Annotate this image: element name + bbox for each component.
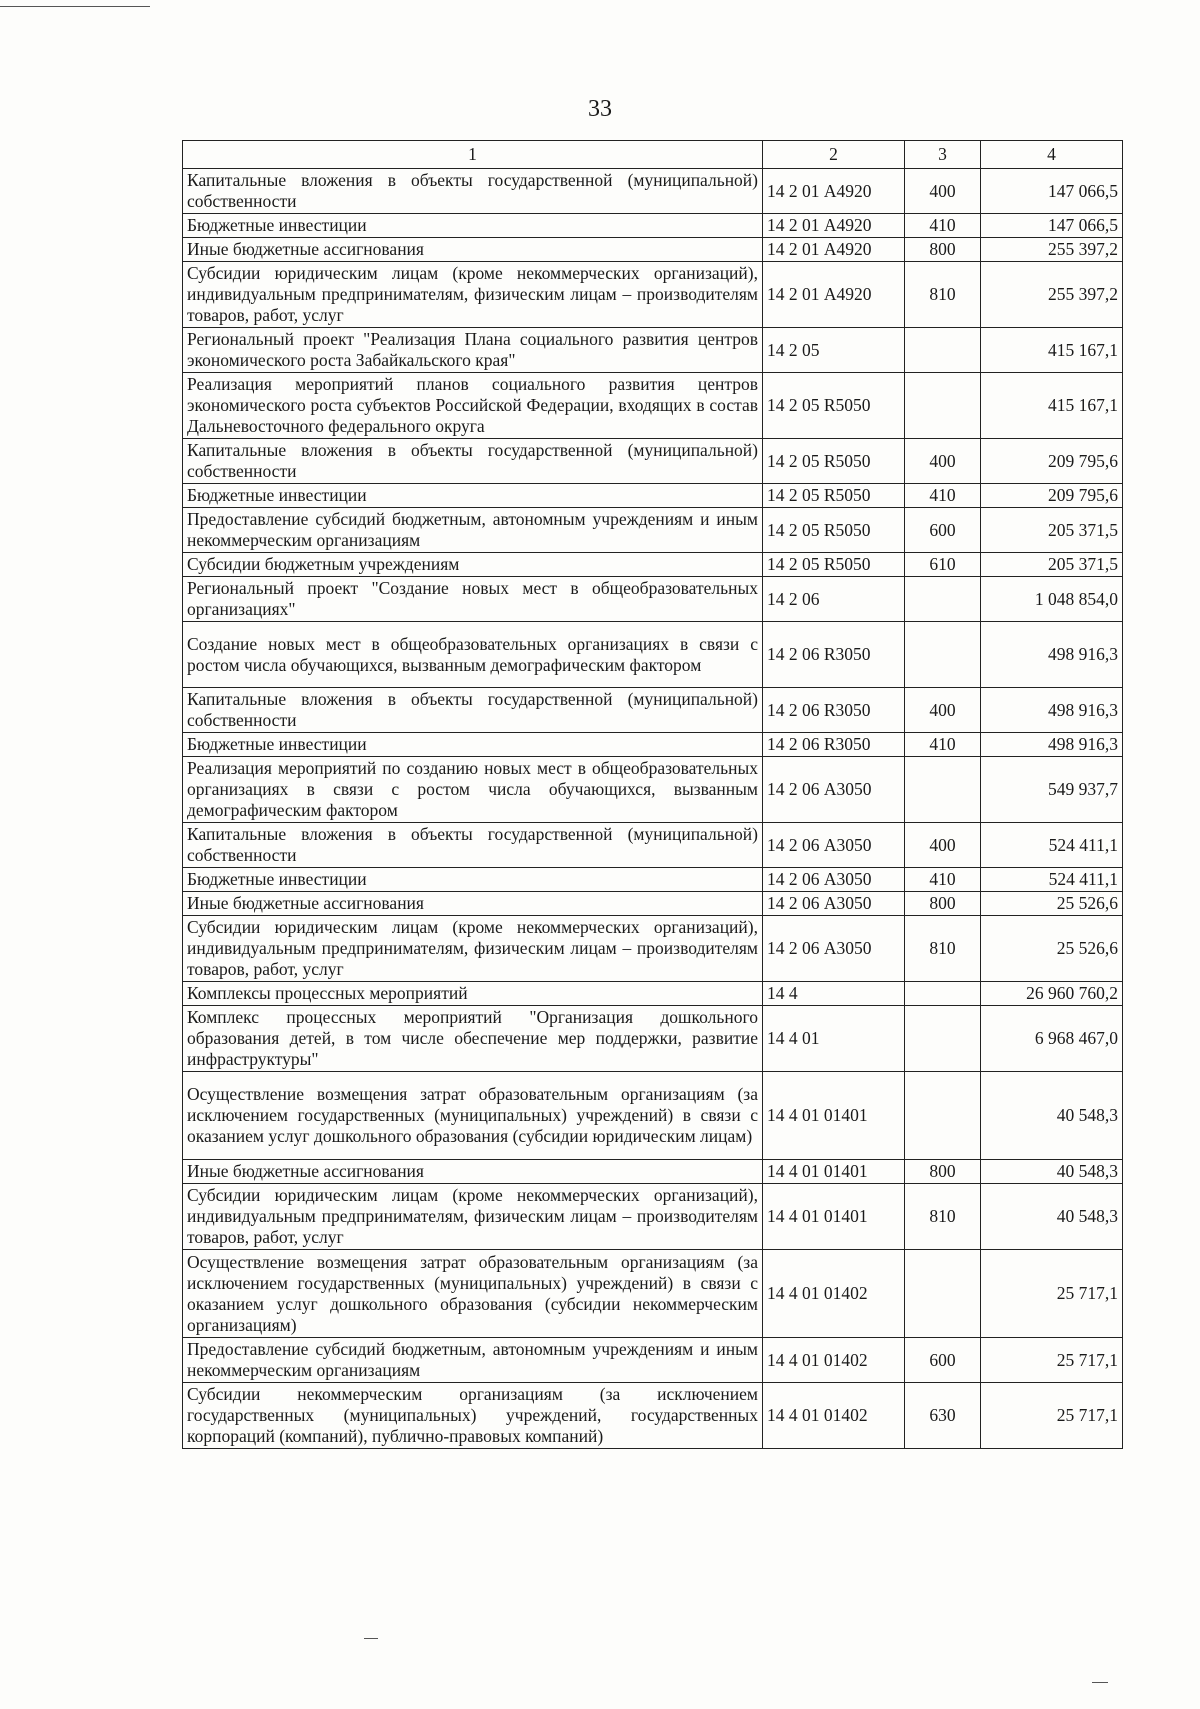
row-name-cell: Бюджетные инвестиции <box>183 868 763 892</box>
row-code-cell: 14 2 05 R5050 <box>763 508 905 553</box>
table-row <box>183 823 1123 868</box>
row-code-cell: 14 2 05 <box>763 328 905 373</box>
row-type-cell: 400 <box>905 439 981 484</box>
row-sum-cell: 209 795,6 <box>981 484 1123 508</box>
row-name-cell: Осуществление возмещения затрат образовательным организациям (за исключением государственных (муниципальных) учреждений) в связи с оказанием услуг дошкольного образования (субсидии юридическим лицам) <box>183 1072 763 1160</box>
row-type-cell: 800 <box>905 238 981 262</box>
row-name-cell: Предоставление субсидий бюджетным, автономным учреждениям и иным некоммерческим организациям <box>183 508 763 553</box>
row-sum-cell: 40 548,3 <box>981 1160 1123 1184</box>
row-type-cell <box>905 328 981 373</box>
row-name-cell: Капитальные вложения в объекты государственной (муниципальной) собственности <box>183 688 763 733</box>
row-code-cell: 14 2 06 <box>763 577 905 622</box>
row-code-cell: 14 4 01 01402 <box>763 1383 905 1449</box>
row-type-cell <box>905 373 981 439</box>
header-col-4: 4 <box>981 141 1123 169</box>
row-type-cell <box>905 1006 981 1072</box>
row-type-cell: 810 <box>905 262 981 328</box>
row-sum-cell: 255 397,2 <box>981 238 1123 262</box>
row-code-cell: 14 2 05 R5050 <box>763 484 905 508</box>
table-row <box>183 1250 1123 1338</box>
row-code-cell: 14 2 06 А3050 <box>763 916 905 982</box>
table-row <box>183 1338 1123 1383</box>
row-sum-cell: 498 916,3 <box>981 688 1123 733</box>
row-name-cell: Региональный проект "Создание новых мест в общеобразовательных организациях" <box>183 577 763 622</box>
row-code-cell: 14 2 05 R5050 <box>763 439 905 484</box>
row-type-cell: 600 <box>905 508 981 553</box>
row-type-cell: 810 <box>905 1184 981 1250</box>
row-code-cell: 14 2 05 R5050 <box>763 553 905 577</box>
row-code-cell: 14 2 05 R5050 <box>763 373 905 439</box>
table-row <box>183 238 1123 262</box>
row-name-cell: Капитальные вложения в объекты государственной (муниципальной) собственности <box>183 439 763 484</box>
row-code-cell: 14 2 01 А4920 <box>763 169 905 214</box>
table-row <box>183 688 1123 733</box>
scan-mark <box>0 6 150 7</box>
row-code-cell: 14 2 06 R3050 <box>763 688 905 733</box>
row-sum-cell: 209 795,6 <box>981 439 1123 484</box>
row-code-cell: 14 4 <box>763 982 905 1006</box>
scan-mark <box>1092 1682 1108 1683</box>
table-row <box>183 892 1123 916</box>
row-name-cell: Бюджетные инвестиции <box>183 214 763 238</box>
table-row <box>183 1072 1123 1160</box>
row-name-cell: Субсидии юридическим лицам (кроме некоммерческих организаций), индивидуальным предпринимателям, физическим лицам – производителям товаров, работ, услуг <box>183 916 763 982</box>
header-col-1: 1 <box>183 141 763 169</box>
row-code-cell: 14 4 01 01401 <box>763 1072 905 1160</box>
row-name-cell: Субсидии юридическим лицам (кроме некоммерческих организаций), индивидуальным предпринимателям, физическим лицам – производителям товаров, работ, услуг <box>183 1184 763 1250</box>
row-name-cell: Субсидии бюджетным учреждениям <box>183 553 763 577</box>
row-name-cell: Бюджетные инвестиции <box>183 733 763 757</box>
row-type-cell <box>905 577 981 622</box>
row-type-cell: 610 <box>905 553 981 577</box>
header-col-3: 3 <box>905 141 981 169</box>
row-code-cell: 14 2 06 R3050 <box>763 733 905 757</box>
row-code-cell: 14 4 01 01402 <box>763 1338 905 1383</box>
table-row <box>183 484 1123 508</box>
table-row <box>183 508 1123 553</box>
row-sum-cell: 25 526,6 <box>981 916 1123 982</box>
row-name-cell: Предоставление субсидий бюджетным, автономным учреждениям и иным некоммерческим организациям <box>183 1338 763 1383</box>
table-row <box>183 373 1123 439</box>
row-name-cell: Субсидии юридическим лицам (кроме некоммерческих организаций), индивидуальным предпринимателям, физическим лицам – производителям товаров, работ, услуг <box>183 262 763 328</box>
row-sum-cell: 147 066,5 <box>981 214 1123 238</box>
row-type-cell: 800 <box>905 892 981 916</box>
row-sum-cell: 524 411,1 <box>981 823 1123 868</box>
page-number: 33 <box>588 96 612 122</box>
row-name-cell: Капитальные вложения в объекты государственной (муниципальной) собственности <box>183 823 763 868</box>
table-row <box>183 1160 1123 1184</box>
row-name-cell: Комплексы процессных мероприятий <box>183 982 763 1006</box>
row-type-cell: 630 <box>905 1383 981 1449</box>
row-type-cell: 400 <box>905 688 981 733</box>
row-name-cell: Создание новых мест в общеобразовательных организациях в связи с ростом числа обучающихся, вызванным демографическим фактором <box>183 622 763 688</box>
row-type-cell: 410 <box>905 214 981 238</box>
row-name-cell: Комплекс процессных мероприятий "Организация дошкольного образования детей, в том числе обеспечение мер поддержки, развитие инфраструктуры" <box>183 1006 763 1072</box>
table-row <box>183 916 1123 982</box>
table-row <box>183 733 1123 757</box>
row-sum-cell: 25 717,1 <box>981 1338 1123 1383</box>
row-name-cell: Региональный проект "Реализация Плана социального развития центров экономического роста Забайкальского края" <box>183 328 763 373</box>
table-row <box>183 982 1123 1006</box>
row-code-cell: 14 2 01 А4920 <box>763 238 905 262</box>
row-type-cell: 410 <box>905 484 981 508</box>
row-sum-cell: 549 937,7 <box>981 757 1123 823</box>
row-code-cell: 14 4 01 01401 <box>763 1160 905 1184</box>
row-sum-cell: 415 167,1 <box>981 373 1123 439</box>
row-code-cell: 14 2 06 А3050 <box>763 823 905 868</box>
header-col-2: 2 <box>763 141 905 169</box>
row-sum-cell: 255 397,2 <box>981 262 1123 328</box>
table-row <box>183 328 1123 373</box>
row-code-cell: 14 2 06 А3050 <box>763 757 905 823</box>
row-type-cell: 600 <box>905 1338 981 1383</box>
row-type-cell <box>905 757 981 823</box>
row-type-cell <box>905 622 981 688</box>
scan-mark <box>364 1638 378 1639</box>
row-type-cell: 810 <box>905 916 981 982</box>
row-sum-cell: 25 717,1 <box>981 1383 1123 1449</box>
row-type-cell <box>905 1072 981 1160</box>
row-code-cell: 14 2 01 А4920 <box>763 214 905 238</box>
row-code-cell: 14 2 06 R3050 <box>763 622 905 688</box>
table-row <box>183 577 1123 622</box>
table-row <box>183 214 1123 238</box>
row-name-cell: Реализация мероприятий планов социального развития центров экономического роста субъектов Российской Федерации, входящих в состав Дальневосточного федерального округа <box>183 373 763 439</box>
row-code-cell: 14 2 06 А3050 <box>763 892 905 916</box>
row-type-cell: 410 <box>905 733 981 757</box>
row-code-cell: 14 2 01 А4920 <box>763 262 905 328</box>
row-code-cell: 14 4 01 01401 <box>763 1184 905 1250</box>
row-name-cell: Осуществление возмещения затрат образовательным организациям (за исключением государственных (муниципальных) учреждений) в связи с оказанием услуг дошкольного образования (субсидии некоммерческим организациям) <box>183 1250 763 1338</box>
row-name-cell: Капитальные вложения в объекты государственной (муниципальной) собственности <box>183 169 763 214</box>
table-row <box>183 262 1123 328</box>
row-name-cell: Иные бюджетные ассигнования <box>183 238 763 262</box>
row-type-cell <box>905 1250 981 1338</box>
row-sum-cell: 415 167,1 <box>981 328 1123 373</box>
row-name-cell: Бюджетные инвестиции <box>183 484 763 508</box>
row-type-cell: 400 <box>905 823 981 868</box>
table-row <box>183 553 1123 577</box>
row-type-cell: 410 <box>905 868 981 892</box>
row-sum-cell: 524 411,1 <box>981 868 1123 892</box>
table-row <box>183 868 1123 892</box>
row-type-cell: 800 <box>905 1160 981 1184</box>
row-sum-cell: 498 916,3 <box>981 733 1123 757</box>
row-name-cell: Реализация мероприятий по созданию новых мест в общеобразовательных организациях в связи с ростом числа обучающихся, вызванным демографическим фактором <box>183 757 763 823</box>
row-code-cell: 14 4 01 <box>763 1006 905 1072</box>
row-code-cell: 14 2 06 А3050 <box>763 868 905 892</box>
table-row <box>183 1006 1123 1072</box>
row-code-cell: 14 4 01 01402 <box>763 1250 905 1338</box>
table-row <box>183 169 1123 214</box>
table-row <box>183 622 1123 688</box>
row-sum-cell: 25 717,1 <box>981 1250 1123 1338</box>
row-sum-cell: 25 526,6 <box>981 892 1123 916</box>
budget-table <box>182 140 1123 1449</box>
row-name-cell: Субсидии некоммерческим организациям (за исключением государственных (муниципальных) учреждений, государственных корпораций (компаний), публично-правовых компаний) <box>183 1383 763 1449</box>
row-sum-cell: 498 916,3 <box>981 622 1123 688</box>
table-header-row <box>183 141 1123 169</box>
row-sum-cell: 147 066,5 <box>981 169 1123 214</box>
row-name-cell: Иные бюджетные ассигнования <box>183 892 763 916</box>
row-sum-cell: 6 968 467,0 <box>981 1006 1123 1072</box>
row-type-cell: 400 <box>905 169 981 214</box>
row-name-cell: Иные бюджетные ассигнования <box>183 1160 763 1184</box>
row-sum-cell: 1 048 854,0 <box>981 577 1123 622</box>
table-row <box>183 757 1123 823</box>
table-row <box>183 439 1123 484</box>
row-sum-cell: 40 548,3 <box>981 1184 1123 1250</box>
row-sum-cell: 40 548,3 <box>981 1072 1123 1160</box>
table-row <box>183 1184 1123 1250</box>
row-sum-cell: 205 371,5 <box>981 553 1123 577</box>
table-row <box>183 1383 1123 1449</box>
table-body <box>183 169 1123 1449</box>
row-sum-cell: 26 960 760,2 <box>981 982 1123 1006</box>
row-type-cell <box>905 982 981 1006</box>
row-sum-cell: 205 371,5 <box>981 508 1123 553</box>
